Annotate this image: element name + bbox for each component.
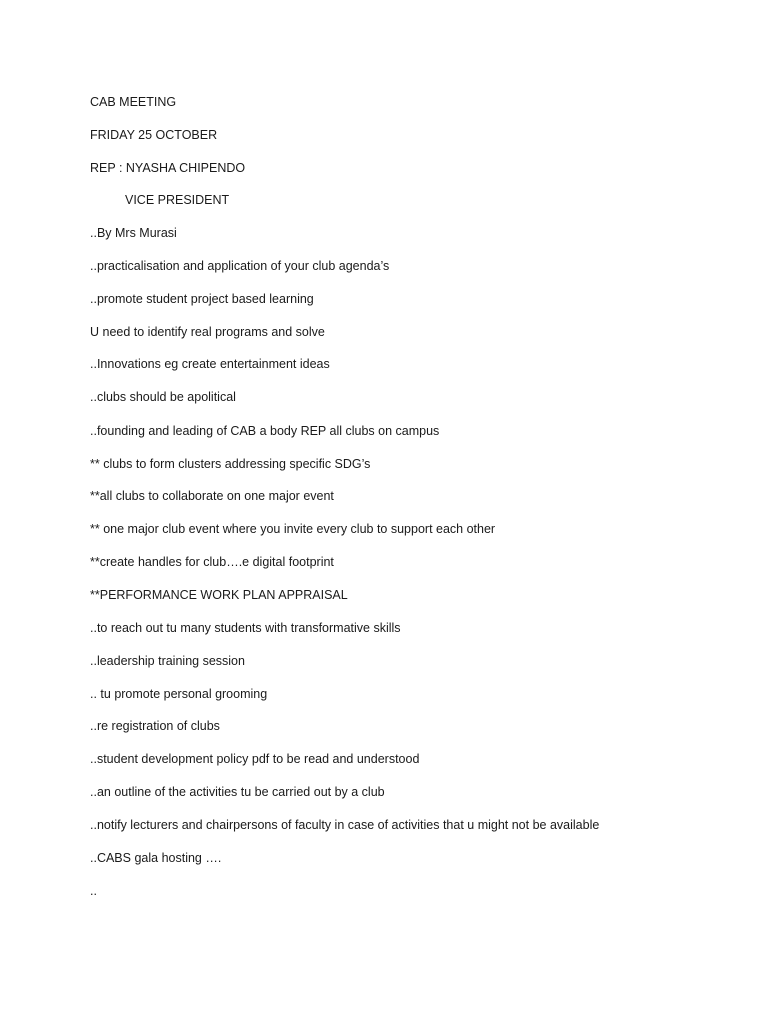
- note-line: **PERFORMANCE WORK PLAN APPRAISAL: [90, 588, 348, 602]
- note-line: ..clubs should be apolitical: [90, 390, 236, 404]
- note-line: U need to identify real programs and solve: [90, 325, 325, 339]
- note-line: ..leadership training session: [90, 654, 245, 668]
- note-line: .. tu promote personal grooming: [90, 687, 268, 701]
- doc-date: FRIDAY 25 OCTOBER: [90, 128, 218, 142]
- note-line: ** one major club event where you invite every club to support each other: [90, 522, 496, 536]
- note-line: ..practicalisation and application of your club agenda’s: [90, 259, 390, 273]
- note-line: ..founding and leading of CAB a body REP all clubs on campus: [90, 424, 440, 438]
- note-line: **create handles for club….e digital footprint: [90, 555, 334, 569]
- doc-title: CAB MEETING: [90, 95, 177, 109]
- note-line: ..to reach out tu many students with transformative skills: [90, 621, 401, 635]
- note-line: ..notify lecturers and chairpersons of faculty in case of activities that u might not be available: [90, 818, 600, 832]
- note-line: ..By Mrs Murasi: [90, 226, 177, 240]
- note-line: ..re registration of clubs: [90, 719, 220, 733]
- doc-rep: REP : NYASHA CHIPENDO: [90, 161, 246, 175]
- note-line: **all clubs to collaborate on one major event: [90, 489, 334, 503]
- note-line: ..an outline of the activities tu be carried out by a club: [90, 785, 385, 799]
- doc-rep-role: VICE PRESIDENT: [125, 193, 230, 207]
- note-line: ..Innovations eg create entertainment ideas: [90, 357, 330, 371]
- note-line: ..student development policy pdf to be read and understood: [90, 752, 420, 766]
- note-line: ..promote student project based learning: [90, 292, 314, 306]
- note-line: ** clubs to form clusters addressing specific SDG’s: [90, 457, 371, 471]
- note-line: ..: [90, 884, 97, 898]
- note-line: ..CABS gala hosting ….: [90, 851, 222, 865]
